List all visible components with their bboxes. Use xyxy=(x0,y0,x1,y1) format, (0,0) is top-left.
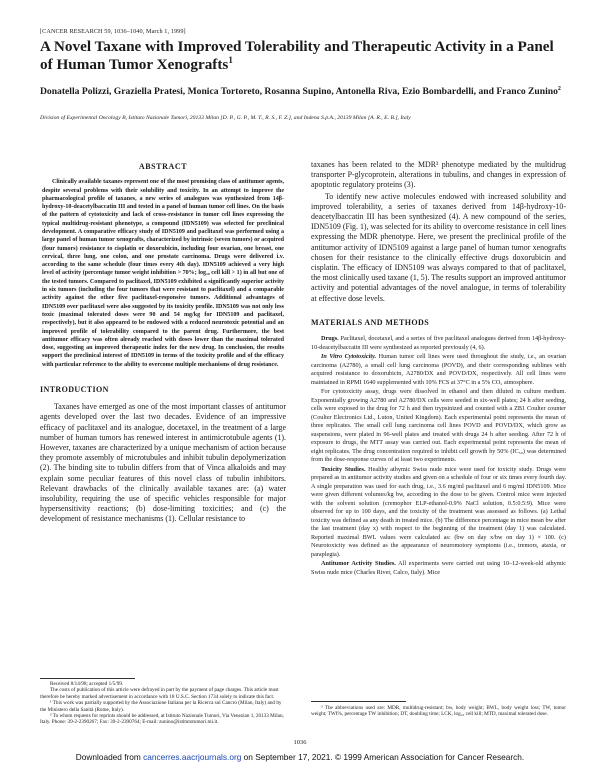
methods-text-drugs: Paclitaxel, docetaxel, and a series of five paclitaxel analogues derived from 14β-hydroxy-10-deacetylbaccatin III were synthesized as reported previously (4, 6). xyxy=(311,335,566,351)
methods-section xyxy=(311,335,566,577)
right-footnote-rule xyxy=(311,701,406,702)
abbreviations-footnote: ³ The abbreviations used are: MDR, multidrug-resistant; bw, body weight; BWL, body weight loss; TW, tumor weight; TWI%, percentage TW inhibition; DT, doubling time; LCK, log₁₀ cell kill; MTD, maximal tolerated dose. xyxy=(311,705,566,718)
left-column xyxy=(40,160,286,525)
download-prefix: Downloaded from xyxy=(75,752,144,762)
methods-heading: MATERIALS AND METHODS xyxy=(311,317,430,327)
methods-paragraph-antitumor xyxy=(311,560,566,577)
methods-paragraph-assay xyxy=(311,388,566,465)
download-notice xyxy=(60,752,540,762)
footnote-received: Received 8/14/98; accepted 1/5/99. xyxy=(50,681,124,687)
intro-continued-paragraph: taxanes has been related to the MDR³ phenotype mediated by the multidrug transporter P-glycoprotein, alterations in tubulins, and changes in expression of apoptotic regulatory proteins (3). xyxy=(311,160,566,190)
footnote-rule xyxy=(40,678,135,679)
footnote-support: ¹ This work was partially supported by the Associazione Italiana per la Ricerca sul Cancro (Milan, Italy) and by the Ministero della Sanità (Rome, Italy). xyxy=(40,700,282,713)
author-names: Donatella Polizzi, Graziella Pratesi, Monica Tortoreto, Rosanna Supino, Antonella Riva, Ezio Bombardelli, and Franco Zunino xyxy=(40,86,558,97)
introduction-paragraph: Taxanes have emerged as one of the most important classes of antitumor agents developed over the last two decades. Evidence of an impressive efficacy of paclitaxel and its analogue, docetaxel, in the treatment of a large number of human tumors has renewed interest in antimicrotubule agents (1). However, taxanes are characterized by a unique mechanism of action because they promote assembly of microtubules and inhibit tubulin depolymerization (2). The binding site to tubulin differs from that of Vinca alkaloids and may explain some peculiar features of this novel class of tubulin inhibitors. Relevant drawbacks of the clinically available taxanes are: (a) water insolubility, requiring the use of specific vehicles responsible for major hypersensitivity reactions; (b) dose-limiting toxicities; and (c) the development of resistance mechanisms (1). Cellular resistance to xyxy=(40,402,286,524)
methods-text-assay: For cytotoxicity assay, drugs were dissolved in ethanol and then diluted in culture medium. Exponentially growing A2780 and A2780/DX cells were seeded in six-well plates; 24 h after seeding, cells were exposed to the drug for 72 h and then trypsinized and counted with a ZB1 Coulter counter (Coulter Electronics Ltd., Luton, United Kingdom). Each experimental point represents the mean of three replicates. The small cell lung carcinoma cell lines POVD and POVD/DX, which grow as suspensions, were plated in 96-well plates and treated with drugs 24 h after seeding. After 72 h of exposure to drugs, the MTT assay was carried out. Each experimental point represents the mean of eight replicates. The drug concentration required to inhibit cell growth by 50% (IC₅₀) was determined from the dose-response curves of at least two experiments. xyxy=(311,388,566,464)
footnote-costs: The costs of publication of this article were defrayed in part by the payment of page charges. This article must therefore be hereby marked advertisement in accordance with 18 U.S.C. Section 1734 solely to indicate this fact. xyxy=(40,687,279,700)
journal-link[interactable]: cancerres.aacrjournals.org xyxy=(143,752,242,762)
title-footnote-mark: 1 xyxy=(228,54,233,65)
runin-antitumor: Antitumor Activity Studies. xyxy=(321,560,396,568)
methods-text-antitumor: All experiments were carried out using 10–12-week-old athymic Swiss nude mice (Charles River, Calco, Italy). Mice xyxy=(311,560,567,576)
runin-drugs: Drugs. xyxy=(321,335,339,343)
affiliation: Division of Experimental Oncology B, Istituto Nazionale Tumori, 20133 Milan [D. P., G. P., M. T., R. S., F. Z.], and Indena S.p.A., 20139 Milan [A. R., E. B.], Italy xyxy=(40,115,411,121)
abstract-heading: ABSTRACT xyxy=(138,162,188,171)
runin-cytotoxicity: In Vitro Cytotoxicity. xyxy=(321,353,377,361)
methods-paragraph-drugs xyxy=(311,335,566,352)
download-suffix: on September 17, 2021. © 1999 American Association for Cancer Research. xyxy=(241,752,525,762)
intro-paragraph-2: To identify new active molecules endowed with increased solubility and improved tolerability, a series of taxanes derived from 14β-hydroxy-10-deacetylbaccatin III has been synthesized (4). A new compound of the series, IDN5109 (Fig. 1), was selected for its ability to overcome resistance in cell lines expressing the MDR phenotype. Here, we present the preclinical profile of the antitumor activity of IDN5109 against a large panel of human tumor xenografts chosen for their resistance to the clinically effective drugs doxorubicin and cisplatin. The efficacy of IDN5109 was always compared to that of paclitaxel, the most clinically used taxane (1, 5). The results support an improved antitumor activity and potential advantages of the novel analogue, in terms of tolerability at effective dose levels. xyxy=(311,191,566,303)
footnotes xyxy=(40,681,286,726)
introduction-heading: INTRODUCTION xyxy=(40,385,109,395)
author-footnote-mark: 2 xyxy=(557,85,561,92)
page-number: 1036 xyxy=(293,739,307,746)
right-column xyxy=(311,160,566,578)
article-title-text: A Novel Taxane with Improved Tolerability and Therapeutic Activity in a Panel of Human Tumor Xenografts xyxy=(40,38,554,73)
introduction-section xyxy=(40,402,286,524)
footnote-reprints: ² To whom requests for reprints should be addressed, at Istituto Nazionale Tumori, Via Venezian 1, 20133 Milan, Italy. Phone: 39-2-2390267; Fax: 39-2-2390764; E-mail: zunino@istitutotumori.mi.it. xyxy=(40,713,284,726)
methods-paragraph-toxicity xyxy=(311,466,566,560)
abstract-text: Clinically available taxanes represent one of the most promising class of antitumor agents, despite several problems with their solubility and toxicity. In an attempt to improve the pharmacological profile of taxanes, a new series of analogues was synthesized from 14β-hydroxy-10-deacetylbaccatin III and tested in a panel of human tumor cell lines. On the basis of the pattern of cytotoxicity and lack of cross-resistance in tumor cell lines expressing the typical multidrug-resistant phenotype, a compound (IDN5109) was selected for preclinical development. A comparative efficacy study of IDN5109 and paclitaxel was performed using a large panel of human tumor xenografts, characterized by intrinsic (seven tumors) or acquired (four tumors) resistance to cisplatin or doxorubicin, including four ovarian, one breast, one cervical, three lung, one colon, and one prostate carcinoma. Drugs were delivered i.v. according to the same schedule (four times every 4th day). IDN5109 achieved a very high level of activity (percentage tumor weight inhibition > 70%; log₁₀ cell kill > 1) in all but one of the tested tumors. Compared to paclitaxel, IDN5109 exhibited a significantly superior activity in six tumors (including the four tumors that were resistant to paclitaxel) and a comparable activity against the other five paclitaxel-responsive tumors. Additional advantages of IDN5109 over paclitaxel were also suggested by its toxicity profile. IDN5109 was not only less toxic (maximal tolerated doses were 90 and 54 mg/kg for IDN5109 and paclitaxel, respectively), but it also appeared to be endowed with a reduced neurotoxic potential and an improved profile of tolerability compared to the parent drug. Furthermore, the best antitumor efficacy was often already reached with doses lower than the maximal tolerated dose, suggesting an improved therapeutic index for the new drug. In conclusion, the results support the preclinical interest of IDN5109 in terms of the toxicity profile and of the efficacy with particular reference to the ability to overcome multiple mechanisms of drug resistance. xyxy=(42,179,284,368)
author-list xyxy=(40,86,565,98)
journal-citation: [CANCER RESEARCH 59, 1036–1040, March 1, 1999] xyxy=(40,28,186,35)
introduction-continued xyxy=(311,160,566,304)
methods-paragraph-cytotoxicity xyxy=(311,353,566,387)
article-title xyxy=(40,38,565,74)
methods-text-cytotoxicity: Human tumor cell lines were used throughout the study, i.e., an ovarian carcinoma (A2780), a small cell lung carcinoma (POVD), and their corresponding sublines with acquired resistance to doxorubicin, A2780/DX and POVD/DX, respectively. All cell lines were maintained in RPMI 1640 supplemented with 10% FCS at 37°C in a 5% CO₂ atmosphere. xyxy=(311,353,566,386)
methods-text-toxicity: Healthy athymic Swiss nude mice were used for toxicity study. Drugs were prepared as in antitumor activity studies and given on a schedule of four or six times every fourth day. A single preparation was used for each drug, i.e., 3.6 mg/ml paclitaxel and 6 mg/ml IDN5109. Mice were given different volumes/kg bw, according to the dose to be given. Control mice were injected with the solvent solution (cremophor ELP-ethanol-0.9% NaCl solution, 0.5:0.5:9). Mice were observed for up to 100 days, and the toxicity of the treatment was assessed as follows. (a) Lethal toxicity was defined as any death in treated mice. (b) The difference percentage in mice mean bw after the last treatment (day x) with respect to the beginning of the treatment (day 1) was calculated. Reported maximal BWL values were calculated as: (bw on day x/bw on day 1) × 100. (c) Neurotoxicity was defined as the appearance of neuromotory symptoms (i.e., tremors, ataxia, or paraplegia). xyxy=(311,465,566,558)
runin-toxicity: Toxicity Studies. xyxy=(321,465,366,473)
